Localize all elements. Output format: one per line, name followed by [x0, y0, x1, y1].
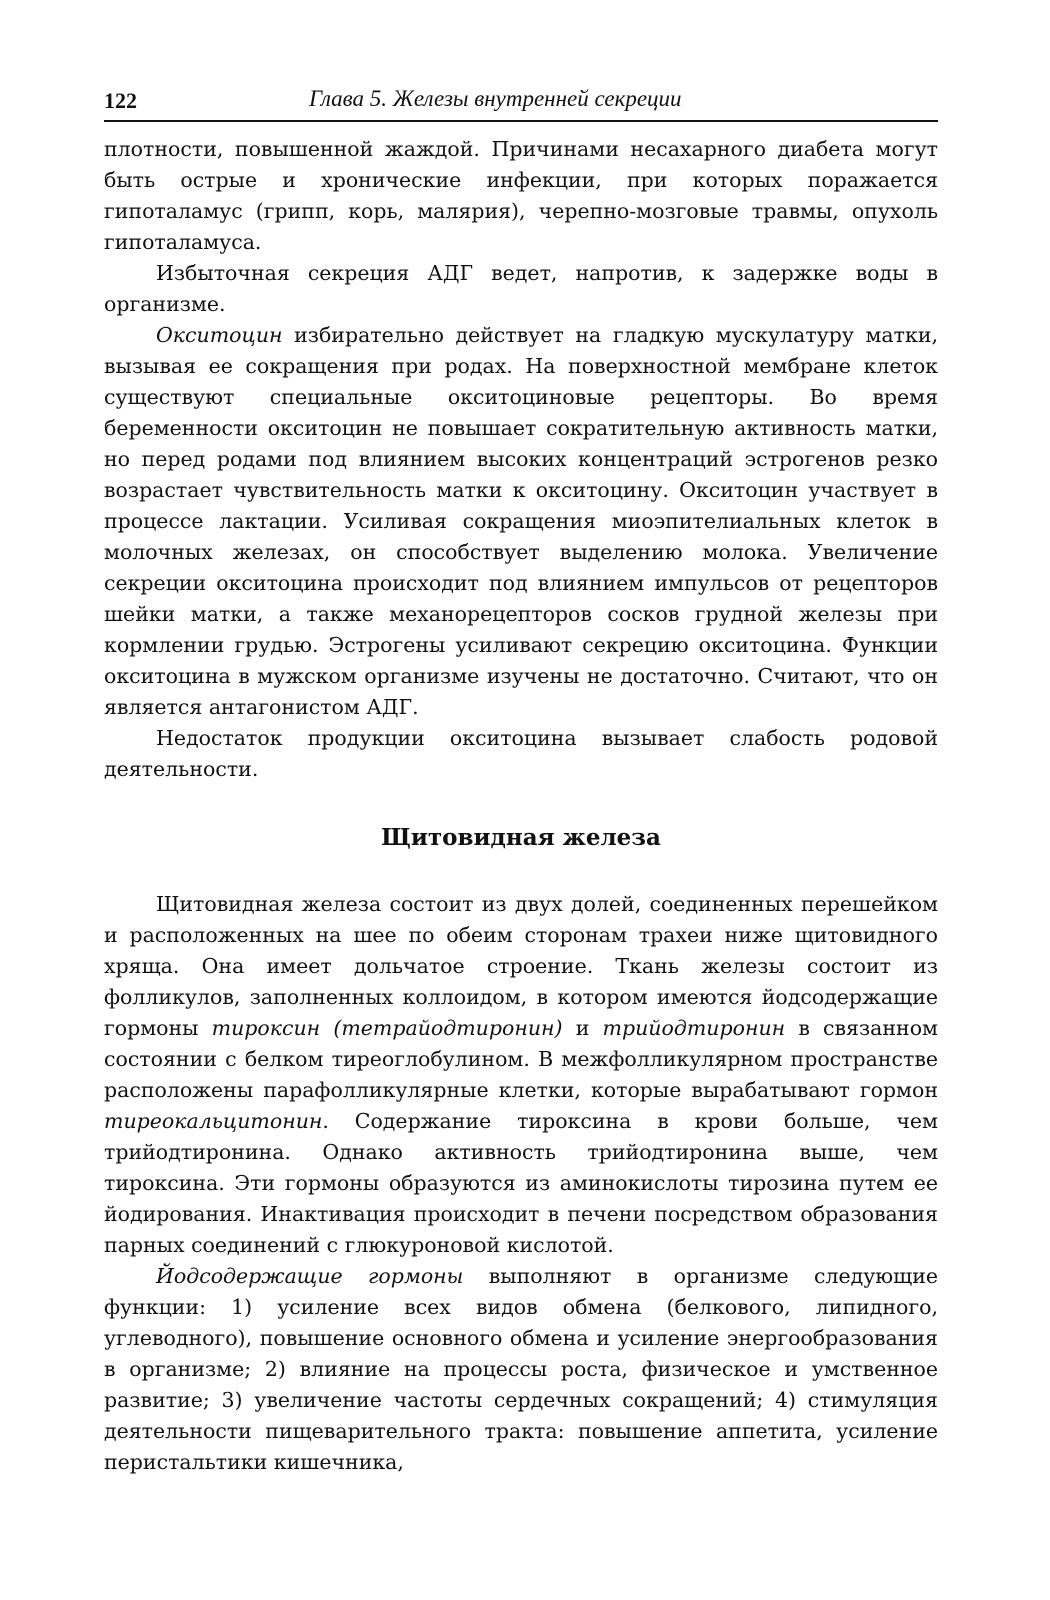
running-header	[104, 78, 938, 122]
paragraph	[104, 889, 938, 1261]
paragraph: Недостаток продукции окситоцина вызывает слабость родовой деятельности.	[104, 726, 938, 781]
term-triiodothyronine: трийодтиронин	[602, 1016, 786, 1040]
term-iodine-hormones: Йодсодержащие гормоны	[156, 1264, 464, 1288]
term-oxytocin: Окситоцин	[156, 323, 283, 347]
chapter-title: Глава 5. Железы внутренней секреции	[309, 86, 682, 111]
paragraph-text: и	[562, 1016, 603, 1040]
paragraph	[104, 1261, 938, 1478]
paragraph-text: Содержание тироксина в крови больше, чем трийодтиронина. Однако активность трийодтиронина выше, чем тироксина. Эти гормоны образуются из аминокислоты тирозина путем ее йодирования. Инактивация происходит в печени посредством образования парных соединений с глюкуроновой кислотой.	[104, 1109, 938, 1257]
page-number: 122	[104, 88, 137, 113]
body-text	[104, 134, 938, 1478]
book-page	[104, 78, 938, 1478]
paragraph-text: избирательно действует на гладкую мускулатуру матки, вызывая ее сокращения при родах. На поверхностной мембране клеток существуют специальные окситоциновые рецепторы. Во время беременности окситоцин не повышает сократительную активность матки, но перед родами под влиянием высоких концентраций эстрогенов резко возрастает чувствительность матки к окситоцину. Окситоцин участвует в процессе лактации. Усиливая сокращения миоэпителиальных клеток в молочных железах, он способствует выделению молока. Увеличение секреции окситоцина происходит под влиянием импульсов от рецепторов шейки матки, а также механорецепторов сосков грудной железы при кормлении грудью. Эстрогены усиливают секрецию окситоцина. Функции окситоцина в мужском организме изучены не достаточно. Считают, что он является антагонистом АДГ.	[104, 323, 938, 719]
section-heading: Щитовидная железа	[381, 824, 661, 851]
term-calcitonin: тиреокальцитонин.	[104, 1109, 329, 1133]
paragraph: Избыточная секреция АДГ ведет, напротив, к задержке воды в организме.	[104, 261, 938, 316]
paragraph-text: в связанном состоянии с белком тиреоглобулином. В межфолликулярном пространстве расположены парафолликулярные клетки, которые вырабатывают гормон	[104, 1016, 938, 1102]
paragraph	[104, 320, 938, 723]
paragraph: плотности, повышенной жаждой. Причинами несахарного диабета могут быть острые и хронические инфекции, при которых поражается гипоталамус (грипп, корь, малярия), черепно-мозговые травмы, опухоль гипоталамуса.	[104, 137, 938, 254]
term-thyroxine: тироксин (тетрайодтиронин)	[211, 1016, 563, 1040]
paragraph-text: выполняют в организме следующие функции: 1) усиление всех видов обмена (белкового, липидного, углеводного), повышение основного обмена и усиление энергообразования в организме; 2) влияние на процессы роста, физическое и умственное развитие; 3) увеличение частоты сердечных сокращений; 4) стимуляция деятельности пищеварительного тракта: повышение аппетита, усиление перистальтики кишечника,	[104, 1264, 938, 1474]
paragraph-text: Щитовидная железа состоит из двух долей, соединенных перешейком и расположенных на шее по обеим сторонам трахеи ниже щитовидного хряща. Она имеет дольчатое строение. Ткань железы состоит из фолликулов, заполненных коллоидом, в котором имеются йодсодержащие гормоны	[104, 892, 938, 1040]
